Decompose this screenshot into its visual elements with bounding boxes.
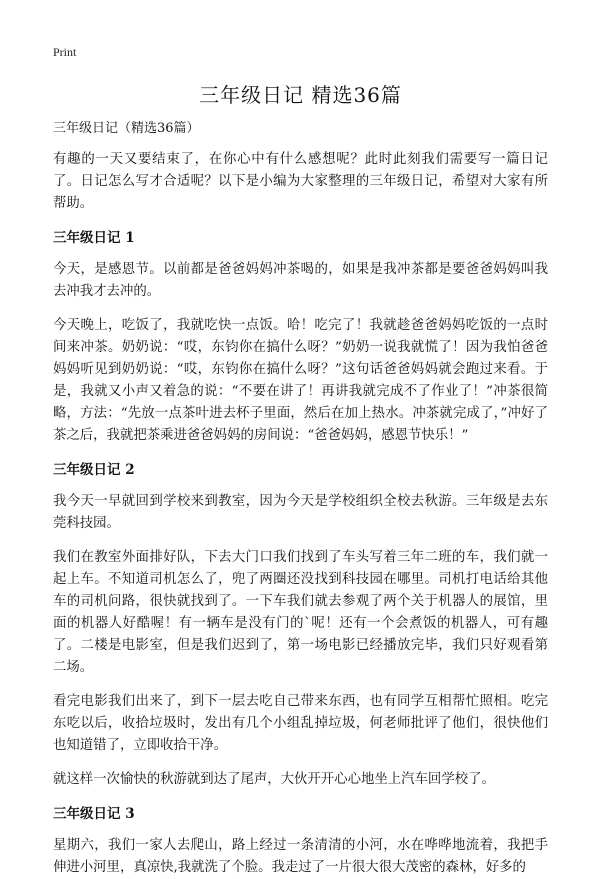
entry-heading: 三年级日记 2 [53, 462, 135, 478]
intro-paragraph: 有趣的一天又要结束了，在你心中有什么感想呢？此时此刻我们需要写一篇日记了。日记怎么写才合适呢？以下是小编为大家整理的三年级日记，希望对大家有所帮助。 [53, 152, 548, 211]
entry-paragraph: 就这样一次愉快的秋游就到达了尾声，大伙开开心心地坐上汽车回学校了。 [53, 772, 495, 787]
diary-entry-2 [53, 459, 548, 791]
print-label: Print [53, 45, 77, 59]
diary-entry-3 [53, 803, 548, 879]
document-subtitle: 三年级日记（精选36篇） [53, 121, 200, 136]
entry-paragraph: 看完电影我们出来了，到下一层去吃自己带来东西，也有同学互相帮忙照相。吃完东吃以后，收拾垃圾时，发出有几个小组乱掉垃圾，何老师批评了他们，很快他们也知道错了，立即收拾干净。 [53, 694, 548, 753]
entry-heading: 三年级日记 1 [53, 230, 135, 246]
entry-paragraph: 今天，是感恩节。以前都是爸爸妈妈冲茶喝的，如果是我冲茶都是要爸爸妈妈叫我去冲我才去冲的。 [53, 262, 548, 299]
diary-entry-1 [53, 227, 548, 447]
document-title: 三年级日记 精选36篇 [199, 83, 402, 107]
entry-heading: 三年级日记 3 [53, 806, 135, 822]
entry-paragraph: 今天晚上，吃饭了，我就吃快一点饭。哈！吃完了！我就趁爸爸妈妈吃饭的一点时间来冲茶。奶奶说：“哎，东钧你在搞什么呀？”奶奶一说我就慌了！因为我怕爸爸妈妈听见到奶奶说：“哎，东钧你在搞什么呀？”这句话爸爸妈妈就会跑过来看。于是，我就又小声又着急的说：“不要在讲了！再讲我就完成不了作业了！”冲茶很简略，方法：“先放一点茶叶进去杯子里面，然后在加上热水。冲茶就完成了，”冲好了茶之后，我就把茶乘进爸爸妈妈的房间说：“爸爸妈妈，感恩节快乐！” [53, 318, 548, 443]
entry-paragraph: 星期六，我们一家人去爬山，路上经过一条清清的小河，水在哗哗地流着，我把手伸进小河里，真凉快,我就洗了个脸。我走过了一片很大很大茂密的森林，好多的 [53, 838, 548, 875]
entry-paragraph: 我们在教室外面排好队，下去大门口我们找到了车头写着三年二班的车，我们就一起上车。不知道司机怎么了，兜了两圈还没找到科技园在哪里。司机打电话给其他车的司机问路，很快就找到了。一下车我们就去参观了两个关于机器人的展馆，里面的机器人好酷喔！有一辆车是没有门的`呢！还有一个会煮饭的机器人，可有趣了。二楼是电影室，但是我们迟到了，第一场电影已经播放完毕，我们只好观看第二场。 [53, 550, 548, 675]
entry-paragraph: 我今天一早就回到学校来到教室，因为今天是学校组织全校去秋游。三年级是去东莞科技园。 [53, 494, 548, 531]
